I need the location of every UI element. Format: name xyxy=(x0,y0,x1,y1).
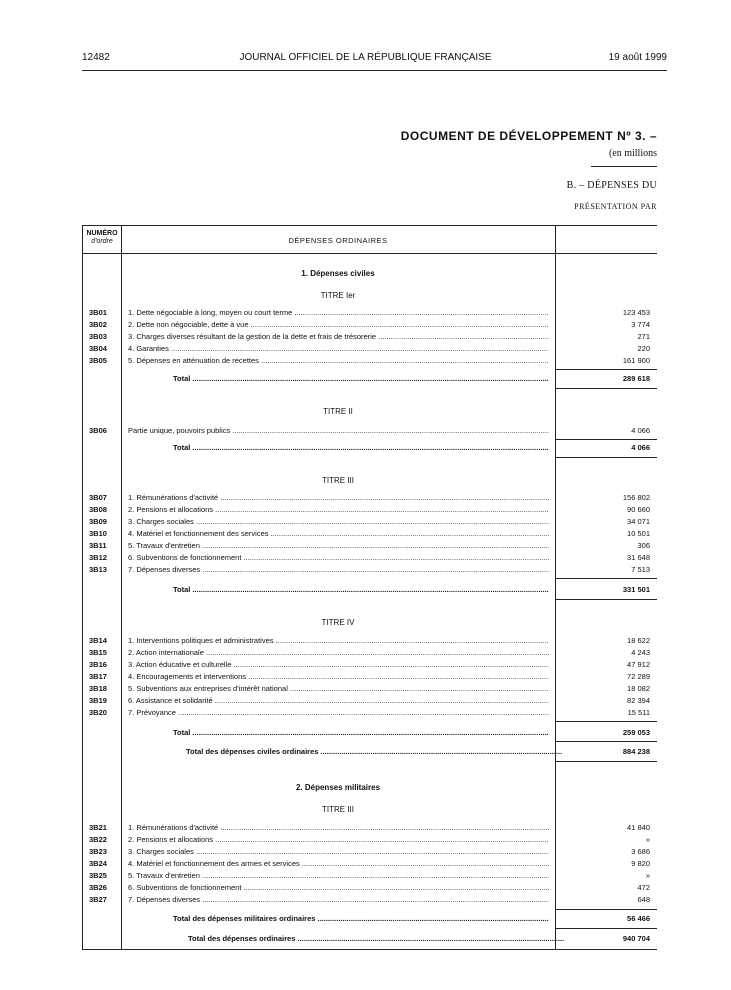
row-code: 3B21 xyxy=(89,823,107,832)
total-rule xyxy=(555,578,657,579)
titre-heading: TITRE Ier xyxy=(320,291,356,300)
row-code: 3B13 xyxy=(89,565,107,574)
document-title: DOCUMENT DE DÉVELOPPEMENT Nº 3. – xyxy=(400,129,657,143)
row-value: 18 622 xyxy=(627,636,650,645)
grand-total-value: 884 238 xyxy=(622,747,650,756)
row-code: 3B20 xyxy=(89,708,107,717)
row-value: 7 513 xyxy=(631,565,650,574)
row-value: 34 071 xyxy=(627,517,650,526)
row-code: 3B24 xyxy=(89,859,107,868)
table-row xyxy=(83,871,657,881)
row-value: 220 xyxy=(637,344,650,353)
row-value: 90 660 xyxy=(627,505,650,514)
row-label: 2. Pensions et allocations ..... xyxy=(128,505,549,515)
row-code: 3B02 xyxy=(89,320,107,329)
table-row xyxy=(83,426,657,436)
table-row xyxy=(83,895,657,905)
total-rule xyxy=(555,909,657,910)
row-label: 4. Matériel et fonctionnement des services ..... xyxy=(128,529,549,539)
table-row xyxy=(83,553,657,563)
overall-total-label: Total des dépenses ordinaires ..... xyxy=(188,934,564,944)
row-label: 5. Travaux d'entretien ..... xyxy=(128,541,549,551)
row-label: 5. Travaux d'entretien ..... xyxy=(128,871,549,881)
header-divider xyxy=(83,253,657,254)
total-row xyxy=(83,443,657,453)
table-row xyxy=(83,648,657,658)
row-value: 82 394 xyxy=(627,696,650,705)
row-code: 3B19 xyxy=(89,696,107,705)
row-value: 271 xyxy=(637,332,650,341)
row-code: 3B27 xyxy=(89,895,107,904)
titre-heading: TITRE IV xyxy=(321,618,355,627)
grand-total-value: 56 466 xyxy=(627,914,650,923)
row-label: 2. Dette non négociable, dette à vue ..... xyxy=(128,320,549,330)
overall-total-row xyxy=(83,934,657,944)
row-value: 4 243 xyxy=(631,648,650,657)
row-value: 15 511 xyxy=(627,708,650,717)
total-rule xyxy=(555,439,657,440)
table-row xyxy=(83,308,657,318)
row-code: 3B10 xyxy=(89,529,107,538)
row-label: 7. Dépenses diverses ..... xyxy=(128,565,549,575)
row-label: 1. Rémunérations d'activité ..... xyxy=(128,493,549,503)
row-code: 3B23 xyxy=(89,847,107,856)
row-code: 3B12 xyxy=(89,553,107,562)
section-heading-civil: 1. Dépenses civiles xyxy=(301,269,375,278)
row-value: 306 xyxy=(637,541,650,550)
table-row xyxy=(83,660,657,670)
row-code: 3B16 xyxy=(89,660,107,669)
row-code: 3B15 xyxy=(89,648,107,657)
row-value: 156 802 xyxy=(622,493,650,502)
total-value: 289 618 xyxy=(622,374,650,383)
total-rule xyxy=(555,721,657,722)
table-row xyxy=(83,517,657,527)
total-rule xyxy=(555,928,657,929)
row-code: 3B09 xyxy=(89,517,107,526)
table-row xyxy=(83,505,657,515)
total-rule xyxy=(555,761,657,762)
row-label: 7. Dépenses diverses ..... xyxy=(128,895,549,905)
total-label: Total ..... xyxy=(173,585,549,595)
row-label: 6. Assistance et solidarité ..... xyxy=(128,696,549,706)
row-value: 18 082 xyxy=(627,684,650,693)
row-value: 9 820 xyxy=(631,859,650,868)
grand-total-row xyxy=(83,747,657,757)
total-rule xyxy=(555,369,657,370)
header-rule xyxy=(82,70,667,71)
total-label: Total ..... xyxy=(173,443,549,453)
unit-rule xyxy=(591,166,657,167)
row-value: 47 912 xyxy=(627,660,650,669)
total-rule xyxy=(555,388,657,389)
row-code: 3B17 xyxy=(89,672,107,681)
row-value: 72 289 xyxy=(627,672,650,681)
row-value: 3 774 xyxy=(631,320,650,329)
total-row xyxy=(83,728,657,738)
row-code: 3B05 xyxy=(89,356,107,365)
row-label: 4. Matériel et fonctionnement des armes et services ..... xyxy=(128,859,549,869)
total-rule xyxy=(555,741,657,742)
row-value: 648 xyxy=(637,895,650,904)
table-row xyxy=(83,847,657,857)
total-label: Total ..... xyxy=(173,374,549,384)
row-label: 5. Subventions aux entreprises d'intérêt national ..... xyxy=(128,684,549,694)
total-row xyxy=(83,374,657,384)
unit-note: (en millions xyxy=(608,148,657,159)
overall-total-value: 940 704 xyxy=(622,934,650,943)
row-label: 1. Rémunérations d'activité ..... xyxy=(128,823,549,833)
column-header-number xyxy=(83,230,121,246)
table-row xyxy=(83,684,657,694)
row-label: 6. Subventions de fonctionnement ..... xyxy=(128,553,549,563)
grand-total-label: Total des dépenses militaires ordinaires ..... xyxy=(173,914,549,924)
publication-date: 19 août 1999 xyxy=(608,52,667,63)
row-code: 3B25 xyxy=(89,871,107,880)
titre-heading: TITRE II xyxy=(323,407,353,416)
row-code: 3B04 xyxy=(89,344,107,353)
presentation-subtitle: PRÉSENTATION PAR xyxy=(574,202,657,211)
row-label: 6. Subventions de fonctionnement ..... xyxy=(128,883,549,893)
grand-total-row xyxy=(83,914,657,924)
table-row xyxy=(83,344,657,354)
row-value: 10 501 xyxy=(627,529,650,538)
titre-heading: TITRE III xyxy=(322,805,354,814)
table-row xyxy=(83,835,657,845)
row-label: 1. Dette négociable à long, moyen ou court terme ..... xyxy=(128,308,549,318)
table-row xyxy=(83,859,657,869)
table-row xyxy=(83,672,657,682)
row-value: 41 840 xyxy=(627,823,650,832)
row-value: 4 066 xyxy=(631,426,650,435)
row-code: 3B11 xyxy=(89,541,107,550)
expenses-table xyxy=(82,225,657,950)
column-header-number-line1: NUMÉRO xyxy=(86,230,118,237)
row-label: 5. Dépenses en atténuation de recettes ..... xyxy=(128,356,549,366)
row-code: 3B26 xyxy=(89,883,107,892)
row-value: 123 453 xyxy=(622,308,650,317)
table-row xyxy=(83,696,657,706)
row-value: 472 xyxy=(637,883,650,892)
row-label: 3. Charges diverses résultant de la gestion de la dette et frais de trésorerie ..... xyxy=(128,332,549,342)
row-code: 3B06 xyxy=(89,426,107,435)
row-code: 3B22 xyxy=(89,835,107,844)
journal-title: JOURNAL OFFICIEL DE LA RÉPUBLIQUE FRANÇAISE xyxy=(239,52,492,63)
row-label: Partie unique, pouvoirs publics ..... xyxy=(128,426,549,436)
row-label: 2. Action internationale ..... xyxy=(128,648,549,658)
table-row xyxy=(83,883,657,893)
total-value: 259 053 xyxy=(622,728,650,737)
row-value: 161 900 xyxy=(622,356,650,365)
section-heading-military: 2. Dépenses militaires xyxy=(295,783,381,792)
row-code: 3B14 xyxy=(89,636,107,645)
table-row xyxy=(83,493,657,503)
row-value: 3 686 xyxy=(631,847,650,856)
table-row xyxy=(83,320,657,330)
row-label: 7. Prévoyance ..... xyxy=(128,708,549,718)
row-code: 3B01 xyxy=(89,308,107,317)
total-value: 331 501 xyxy=(622,585,650,594)
row-value: » xyxy=(645,871,650,880)
total-rule xyxy=(555,599,657,600)
total-row xyxy=(83,585,657,595)
row-code: 3B18 xyxy=(89,684,107,693)
row-label: 3. Charges sociales ..... xyxy=(128,517,549,527)
grand-total-label: Total des dépenses civiles ordinaires ..... xyxy=(186,747,562,757)
row-label: 4. Encouragements et interventions ..... xyxy=(128,672,549,682)
table-row xyxy=(83,356,657,366)
section-title: B. – DÉPENSES DU xyxy=(566,180,657,191)
total-value: 4 066 xyxy=(631,443,650,452)
table-row xyxy=(83,708,657,718)
table-row xyxy=(83,529,657,539)
row-label: 1. Interventions politiques et administratives ..... xyxy=(128,636,549,646)
row-code: 3B07 xyxy=(89,493,107,502)
titre-heading: TITRE III xyxy=(322,476,354,485)
row-value: » xyxy=(645,835,650,844)
table-row xyxy=(83,565,657,575)
row-label: 2. Pensions et allocations ..... xyxy=(128,835,549,845)
column-header-number-line2: d'ordre xyxy=(91,238,113,245)
total-rule xyxy=(555,457,657,458)
total-label: Total ..... xyxy=(173,728,549,738)
row-label: 4. Garanties ..... xyxy=(128,344,549,354)
page-number: 12482 xyxy=(82,52,110,63)
table-row xyxy=(83,541,657,551)
column-header-description: DÉPENSES ORDINAIRES xyxy=(288,236,388,245)
row-code: 3B03 xyxy=(89,332,107,341)
table-row xyxy=(83,332,657,342)
row-value: 31 648 xyxy=(627,553,650,562)
table-row xyxy=(83,823,657,833)
row-label: 3. Charges sociales ..... xyxy=(128,847,549,857)
table-row xyxy=(83,636,657,646)
row-code: 3B08 xyxy=(89,505,107,514)
row-label: 3. Action éducative et culturelle ..... xyxy=(128,660,549,670)
